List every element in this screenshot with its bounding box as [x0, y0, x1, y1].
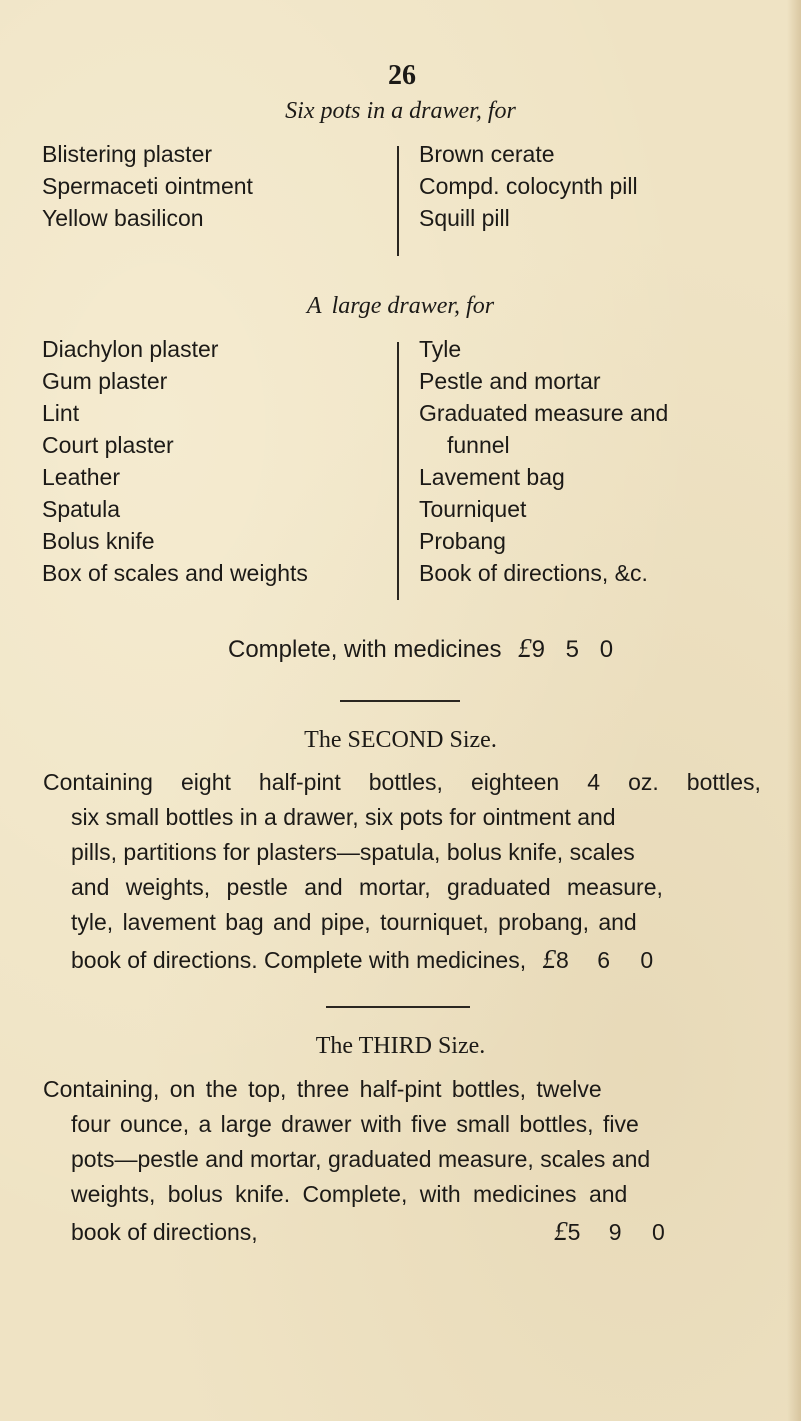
list-item: Box of scales and weights: [42, 560, 308, 586]
paragraph-line: four ounce, a large drawer with five small bottles, five: [71, 1111, 639, 1137]
pound-sign: £: [542, 944, 556, 974]
word: Containing: [43, 769, 153, 795]
drawer-heading-rest: large drawer, for: [331, 293, 495, 319]
page-edge-shadow: [787, 0, 801, 1421]
paragraph-last-line: [71, 944, 653, 975]
drawer-right-list: [419, 333, 668, 589]
paragraph-line: tyle, lavement bag and pipe, tourniquet, probang, and: [71, 909, 637, 935]
word: 4: [587, 769, 601, 795]
word: eight: [181, 769, 231, 795]
list-item: Compd. colocynth pill: [419, 173, 638, 199]
word: bottles,: [368, 769, 443, 795]
total-pence: 0: [651, 1219, 665, 1245]
list-item: Book of directions, &c.: [419, 560, 648, 586]
list-item: Bolus knife: [42, 528, 155, 554]
paragraph-text: book of directions,: [71, 1219, 258, 1245]
list-item: Lavement bag: [419, 464, 565, 490]
pots-divider: [397, 146, 399, 256]
pots-left-list: [42, 138, 253, 234]
list-item: Probang: [419, 528, 506, 554]
page-number: 26: [388, 60, 416, 91]
pots-heading: Six pots in a drawer, for: [285, 98, 516, 124]
total-pounds: 9: [531, 636, 545, 663]
total-shillings: 6: [597, 947, 610, 973]
list-item: Squill pill: [419, 205, 510, 231]
word: eighteen: [470, 769, 560, 795]
list-item: Gum plaster: [42, 368, 168, 394]
drawer-heading-em: A: [306, 293, 322, 319]
section-divider-rule: [326, 1006, 470, 1008]
list-item: Lint: [42, 400, 80, 426]
list-item: Pestle and mortar: [419, 368, 601, 394]
second-size-title: The SECOND Size.: [304, 727, 497, 753]
list-item: funnel: [447, 432, 510, 458]
list-item: Spermaceti ointment: [42, 173, 253, 199]
paragraph-text: book of directions. Complete with medicines,: [71, 947, 527, 973]
total-label: Complete, with medicines: [228, 636, 502, 663]
paragraph-line: six small bottles in a drawer, six pots for ointment and: [71, 804, 616, 830]
total-pence: 0: [599, 636, 614, 663]
paragraph-line: pills, partitions for plasters—spatula, bolus knife, scales: [71, 839, 635, 865]
paragraph-line: and weights, pestle and mortar, graduated measure,: [71, 874, 663, 900]
word: oz.: [628, 769, 659, 795]
total-shillings: 9: [608, 1219, 622, 1245]
paragraph-last-line: [71, 1216, 665, 1247]
word: half-pint: [258, 769, 341, 795]
pound-sign: £: [518, 633, 532, 663]
list-item: Spatula: [42, 496, 121, 522]
word: bottles,: [686, 769, 761, 795]
paragraph-line: pots—pestle and mortar, graduated measure, scales and: [71, 1146, 651, 1172]
total-pounds: 5: [567, 1219, 581, 1245]
pots-right-list: [419, 138, 638, 234]
list-item: Blistering plaster: [42, 141, 213, 167]
first-size-total: [228, 633, 613, 664]
total-pence: 0: [640, 947, 654, 973]
section-divider-rule: [340, 700, 460, 702]
third-size-title: The THIRD Size.: [315, 1033, 486, 1059]
list-item: Graduated measure and: [419, 400, 669, 426]
list-item: Court plaster: [42, 432, 174, 458]
list-item: Leather: [42, 464, 121, 490]
list-item: Yellow basilicon: [42, 205, 204, 231]
paragraph-line: weights, bolus knife. Complete, with medicines and: [71, 1181, 628, 1207]
list-item: Tourniquet: [419, 496, 527, 522]
drawer-divider: [397, 342, 399, 600]
total-shillings: 5: [565, 636, 580, 663]
list-item: Diachylon plaster: [42, 336, 219, 362]
drawer-left-list: [42, 333, 308, 589]
total-pounds: 8: [556, 947, 569, 973]
paragraph-line: Containing, on the top, three half-pint bottles, twelve: [43, 1076, 602, 1102]
list-item: Tyle: [419, 336, 462, 362]
pound-sign: £: [554, 1216, 568, 1246]
paragraph-line: [43, 769, 761, 796]
drawer-heading: [0, 293, 801, 320]
list-item: Brown cerate: [419, 141, 555, 167]
